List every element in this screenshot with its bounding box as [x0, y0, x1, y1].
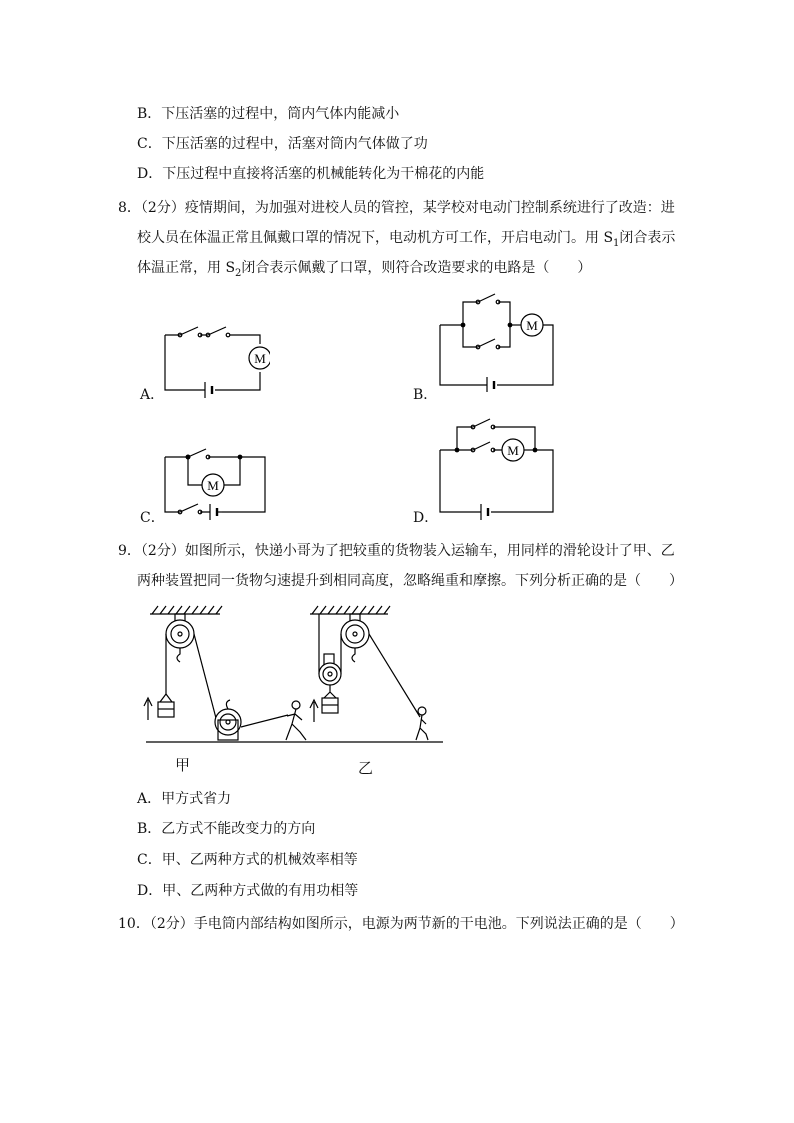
- q9-figure-label-yi: 乙: [358, 759, 374, 777]
- circuit-d-diagram: [435, 415, 560, 523]
- circuit-b-motor-symbol: M: [526, 318, 538, 333]
- q9-option-b: B．乙方式不能改变力的方向: [137, 821, 316, 837]
- circuit-c-diagram: [160, 440, 275, 522]
- q8-stem-line3-text: 体温正常，用 S: [137, 260, 236, 276]
- q7-option-b: B．下压活塞的过程中，筒内气体内能减小: [137, 106, 400, 122]
- q9-option-d: D．甲、乙两种方式做的有用功相等: [137, 883, 359, 899]
- q8-label-a: A．: [140, 387, 165, 403]
- q9-option-c: C．甲、乙两种方式的机械效率相等: [137, 852, 358, 868]
- circuit-a-diagram: [160, 320, 270, 400]
- circuit-b-diagram: [435, 292, 560, 392]
- q8-stem-line3: [137, 258, 591, 284]
- q9-stem-line2: 两种装置把同一货物匀速提升到相同高度，忽略绳重和摩擦。下列分析正确的是（ ）: [137, 573, 683, 589]
- q7-option-c: C．下压活塞的过程中，活塞对筒内气体做了功: [137, 136, 428, 152]
- q7-option-d: D．下压过程中直接将活塞的机械能转化为干棉花的内能: [137, 166, 485, 182]
- circuit-a-motor-symbol: M: [254, 351, 266, 366]
- q9-figure-label-jia: 甲: [175, 756, 191, 774]
- q8-label-b: B．: [413, 387, 438, 403]
- q8-stem-line1: 8．（2分）疫情期间，为加强对进校人员的管控，某学校对电动门控制系统进行了改造：进: [118, 200, 675, 216]
- q8-label-d: D．: [413, 510, 439, 526]
- q8-label-c: C．: [140, 510, 165, 526]
- q8-stem-line2-text: 校人员在体温正常且佩戴口罩的情况下，电动机方可工作，开启电动门。用 S: [137, 230, 614, 246]
- q8-s2-subscript: 2: [235, 267, 242, 279]
- circuit-c-motor-symbol: M: [207, 478, 219, 493]
- pulley-diagram: [138, 602, 448, 752]
- q8-stem-line2-tail: 闭合表示: [619, 230, 676, 246]
- q9-option-a: A．甲方式省力: [137, 791, 232, 807]
- q8-stem-line3-tail: 闭合表示佩戴了口罩，则符合改造要求的电路是（ ）: [241, 260, 592, 276]
- q8-stem-line2: [137, 228, 675, 254]
- q10-stem-line1: 10．（2分）手电筒内部结构如图所示，电源为两节新的干电池。下列说法正确的是（ ）: [118, 916, 684, 932]
- q8-s1-subscript: 1: [613, 237, 620, 249]
- circuit-d-motor-symbol: M: [507, 443, 519, 458]
- q9-stem-line1: 9．（2分）如图所示，快递小哥为了把较重的货物装入运输车，用同样的滑轮设计了甲、乙: [118, 543, 675, 559]
